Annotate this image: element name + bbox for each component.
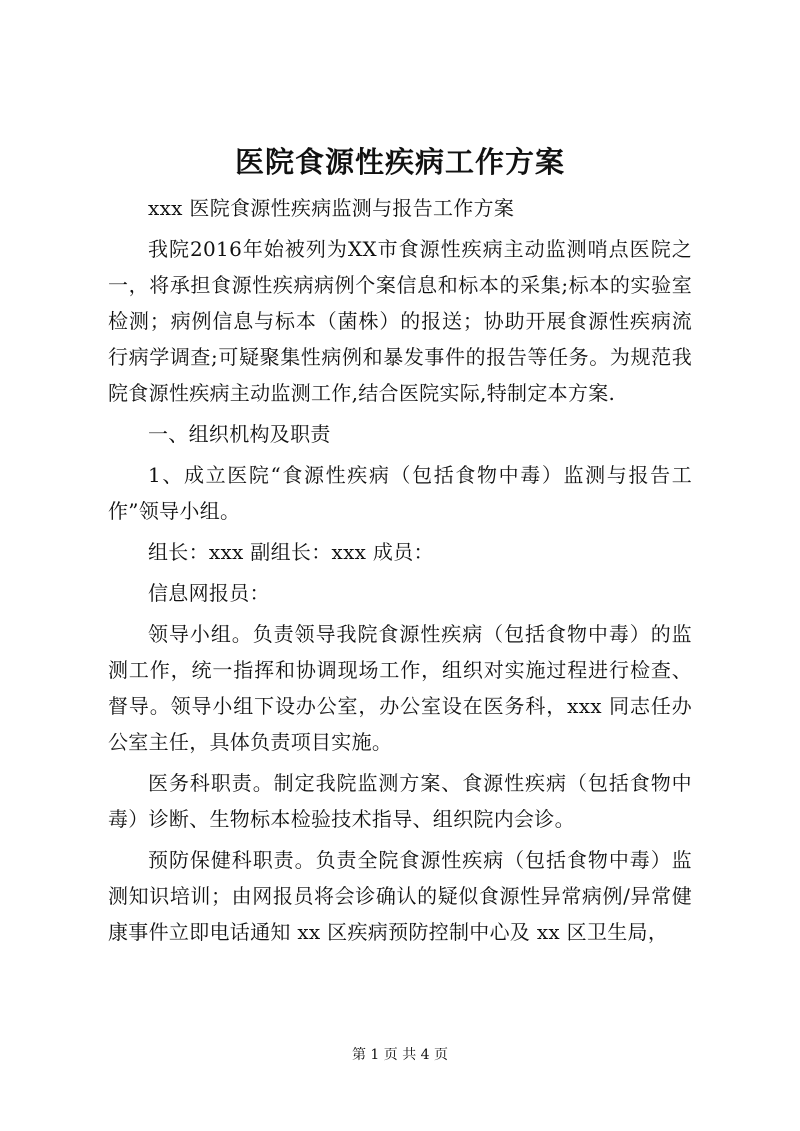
members-paragraph: 组长：xxx 副组长：xxx 成员： bbox=[148, 540, 434, 564]
section-heading: 一、组织机构及职责 bbox=[148, 422, 331, 446]
leadership-duties-paragraph: 领导小组。负责领导我院食源性疾病（包括食物中毒）的监测工作，统一指挥和协调现场工作，组织对实施过程进行检查、督导。领导小组下设办公室，办公室设在医务科，xxx 同志任办公室主任，具体负责项目实施。 bbox=[108, 622, 692, 754]
subtitle-paragraph: xxx 医院食源性疾病监测与报告工作方案 bbox=[148, 196, 515, 220]
document-title: 医院食源性疾病工作方案 bbox=[234, 145, 565, 179]
document-body bbox=[108, 190, 692, 950]
reporter-paragraph: 信息网报员： bbox=[148, 581, 270, 605]
page-number-footer: 第 1 页 共 4 页 bbox=[351, 1047, 449, 1063]
leadership-group-paragraph: 1、成立医院“食源性疾病（包括食物中毒）监测与报告工作”领导小组。 bbox=[108, 463, 692, 523]
medical-affairs-duties-paragraph: 医务科职责。制定我院监测方案、食源性疾病（包括食物中毒）诊断、生物标本检验技术指导、组织院内会诊。 bbox=[108, 771, 692, 831]
prevention-duties-paragraph: 预防保健科职责。负责全院食源性疾病（包括食物中毒）监测知识培训；由网报员将会诊确认的疑似食源性异常病例/异常健康事件立即电话通知 xx 区疾病预防控制中心及 xx 区卫生局， bbox=[108, 848, 692, 944]
intro-paragraph: 我院2016年始被列为XX市食源性疾病主动监测哨点医院之一，将承担食源性疾病病例个案信息和标本的采集;标本的实验室检测；病例信息与标本（菌株）的报送；协助开展食源性疾病流行病学调查;可疑聚集性病例和暴发事件的报告等任务。为规范我院食源性疾病主动监测工作,结合医院实际,特制定本方案. bbox=[108, 237, 692, 405]
